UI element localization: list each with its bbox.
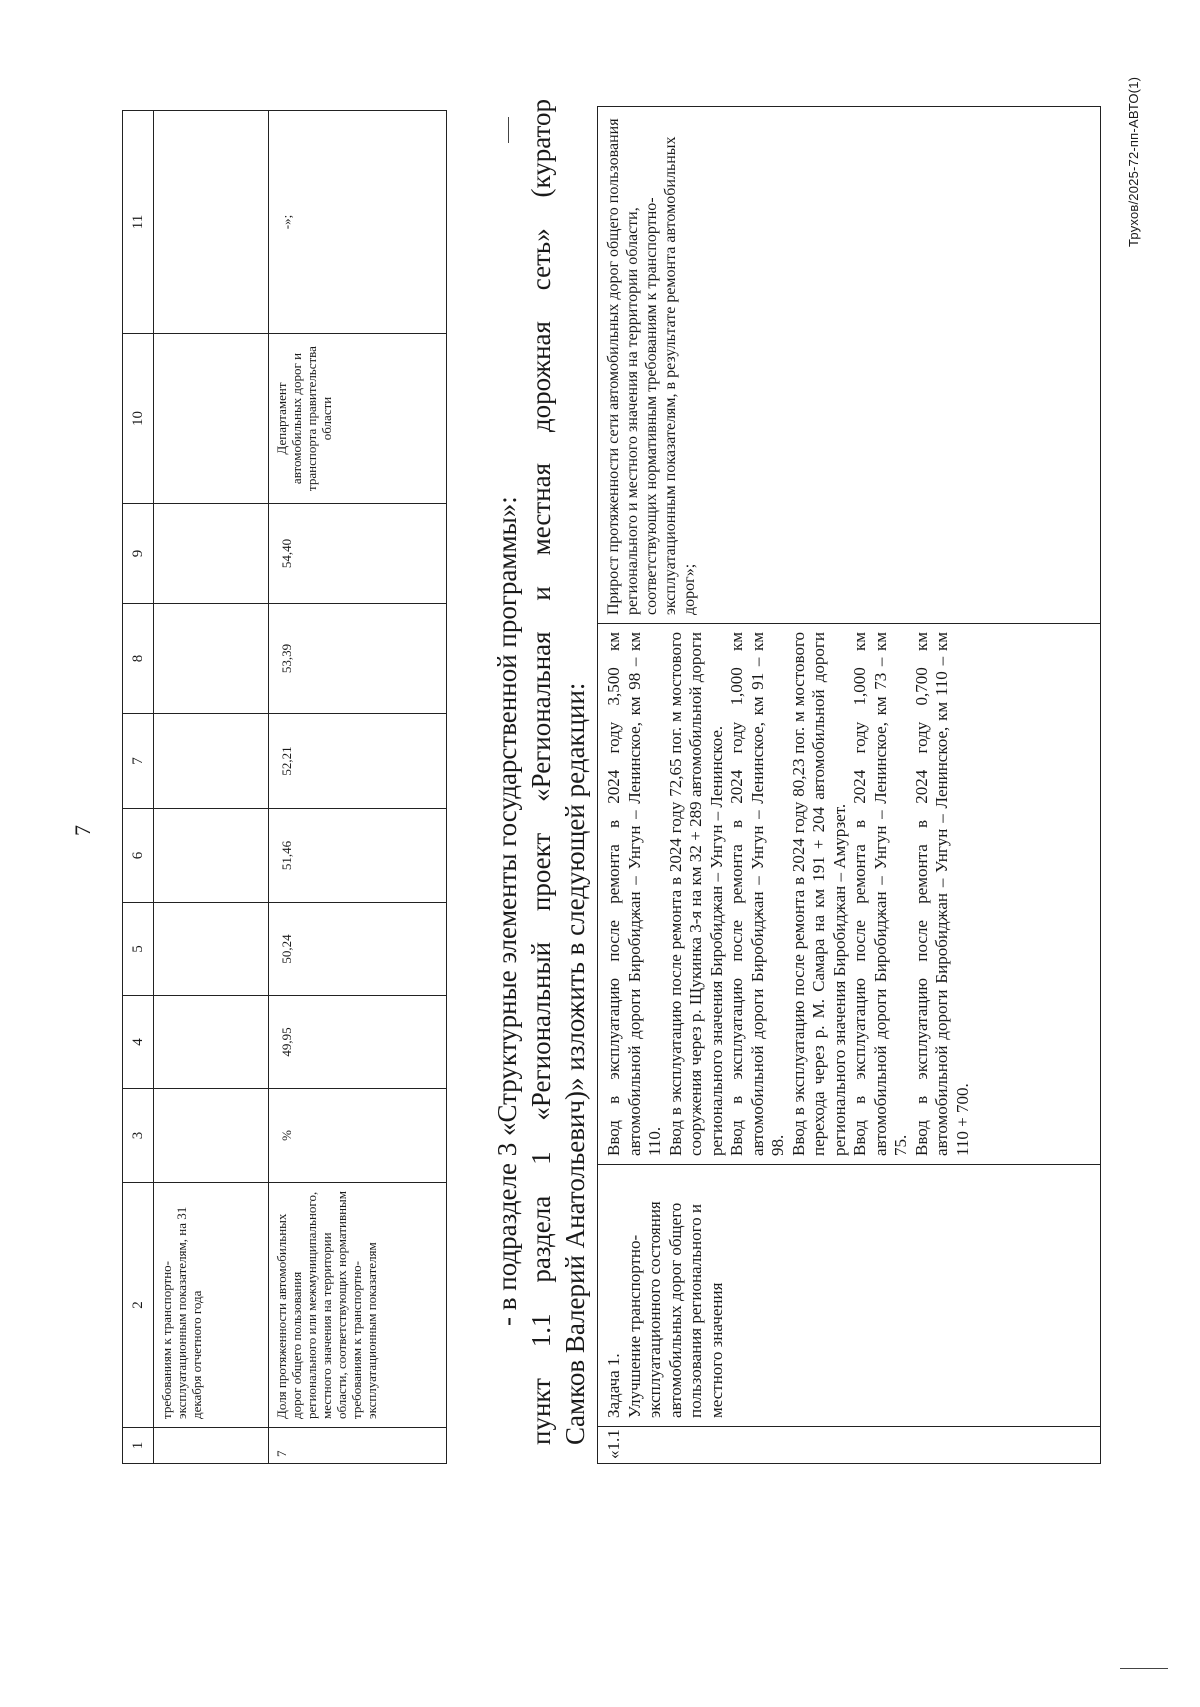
table-cell bbox=[154, 604, 269, 714]
value-cell: 50,24 bbox=[269, 903, 447, 996]
header-cell: 5 bbox=[123, 903, 154, 996]
structural-elements-table bbox=[597, 106, 1101, 1464]
value-cell: 51,46 bbox=[269, 809, 447, 903]
header-cell: 3 bbox=[123, 1089, 154, 1183]
paragraph-line: - в подразделе 3 «Структурные элементы государственной программы»: bbox=[492, 496, 522, 1326]
table-cell bbox=[154, 809, 269, 903]
table-row bbox=[269, 111, 447, 1464]
table-cell bbox=[154, 996, 269, 1089]
value-cell: 54,40 bbox=[269, 504, 447, 604]
table-cell: -»; bbox=[269, 111, 447, 334]
header-cell: 8 bbox=[123, 604, 154, 714]
table-row bbox=[154, 111, 269, 1464]
header-cell: 1 bbox=[123, 1428, 154, 1464]
header-cell: 10 bbox=[123, 334, 154, 504]
table-cell bbox=[154, 1428, 269, 1464]
table-cell bbox=[154, 714, 269, 809]
header-cell: 7 bbox=[123, 714, 154, 809]
paragraph-line: пункт 1.1 раздела 1 «Региональный проект «Региональная и местная дорожная сеть» (куратор bbox=[526, 99, 556, 1445]
table-cell bbox=[154, 504, 269, 604]
effect-cell: Прирост протяженности сети автомобильных дорог общего пользования регионального и местного значения на территории области, соответствующих нормативным требованиям к транспортно-эксплуатационным показателям, в результате ремонта автомобильных дорог»; bbox=[598, 107, 1101, 624]
footer-code: Трухов/2025-72-пп-АВТО(1) bbox=[1126, 76, 1141, 247]
table-header-row bbox=[123, 111, 154, 1464]
activity-item: Ввод в эксплуатацию после ремонта в 2024 году 1,000 км автомобильной дороги Биробиджан – Унгун – Ленинское, км 91 – км 98. bbox=[727, 632, 787, 1156]
task-title: Задача 1. bbox=[604, 1353, 623, 1418]
table-cell bbox=[154, 1089, 269, 1183]
indicator-name-cell: требованиям к транспортно-эксплуатационным показателям, на 31 декабря отчетного года bbox=[154, 1183, 269, 1428]
paragraph-line: Самков Валерий Анатольевич)» изложить в следующей редакции: bbox=[560, 682, 590, 1445]
table-cell bbox=[154, 111, 269, 334]
margin-mark bbox=[508, 117, 509, 143]
activities-cell bbox=[598, 624, 1101, 1165]
row-number-cell: 7 bbox=[269, 1428, 447, 1464]
indicator-name-cell: Доля протяженности автомобильных дорог общего пользования регионального или межмуниципального, местного значения на территории области, соответствующих нормативным требованиям к транспортно-эксплуатационным показателям bbox=[269, 1183, 447, 1428]
indicators-table bbox=[122, 110, 447, 1464]
value-cell: 52,21 bbox=[269, 714, 447, 809]
margin-mark bbox=[1120, 1668, 1168, 1669]
activity-item: Ввод в эксплуатацию после ремонта в 2024 году 3,500 км автомобильной дороги Биробиджан – Унгун – Ленинское, км 98 – км 110. bbox=[604, 632, 664, 1156]
value-cell: 49,95 bbox=[269, 996, 447, 1089]
activity-item: Ввод в эксплуатацию после ремонта в 2024 году 72,65 пог. м мостового сооружения через р. Щукинка 3-я на км 32 + 289 автомобильной дороги регионального значения Биробиджан – Унгун – Ленинское. bbox=[665, 632, 726, 1156]
value-cell: 53,39 bbox=[269, 604, 447, 714]
header-cell: 4 bbox=[123, 996, 154, 1089]
unit-cell: % bbox=[269, 1089, 447, 1183]
row-number-cell: «1.1 bbox=[598, 1427, 1101, 1464]
task-text: Улучшение транспортно-эксплуатационного состояния автомобильных дорог общего пользования регионального и местного значения bbox=[624, 1201, 726, 1418]
header-cell: 6 bbox=[123, 809, 154, 903]
header-cell: 9 bbox=[123, 504, 154, 604]
table-row bbox=[598, 107, 1101, 1464]
header-cell: 11 bbox=[123, 111, 154, 334]
table-cell bbox=[154, 903, 269, 996]
page-number: 7 bbox=[70, 825, 95, 836]
activity-item: Ввод в эксплуатацию после ремонта в 2024 году 80,23 пог. м мостового перехода через р. М. Самара на км 191 + 204 автомобильной дороги регионального значения Биробиджан – Амурзет. bbox=[788, 632, 849, 1156]
responsible-cell: Департамент автомобильных дорог и транспорта правительства области bbox=[269, 334, 447, 504]
activity-item: Ввод в эксплуатацию после ремонта в 2024 году 0,700 км автомобильной дороги Биробиджан – Унгун – Ленинское, км 110 – км 110 + 700. bbox=[911, 632, 972, 1156]
header-cell: 2 bbox=[123, 1183, 154, 1428]
task-cell bbox=[598, 1165, 1101, 1427]
table-cell bbox=[154, 334, 269, 504]
activity-item: Ввод в эксплуатацию после ремонта в 2024 году 1,000 км автомобильной дороги Биробиджан – Унгун – Ленинское, км 73 – км 75. bbox=[850, 632, 910, 1156]
